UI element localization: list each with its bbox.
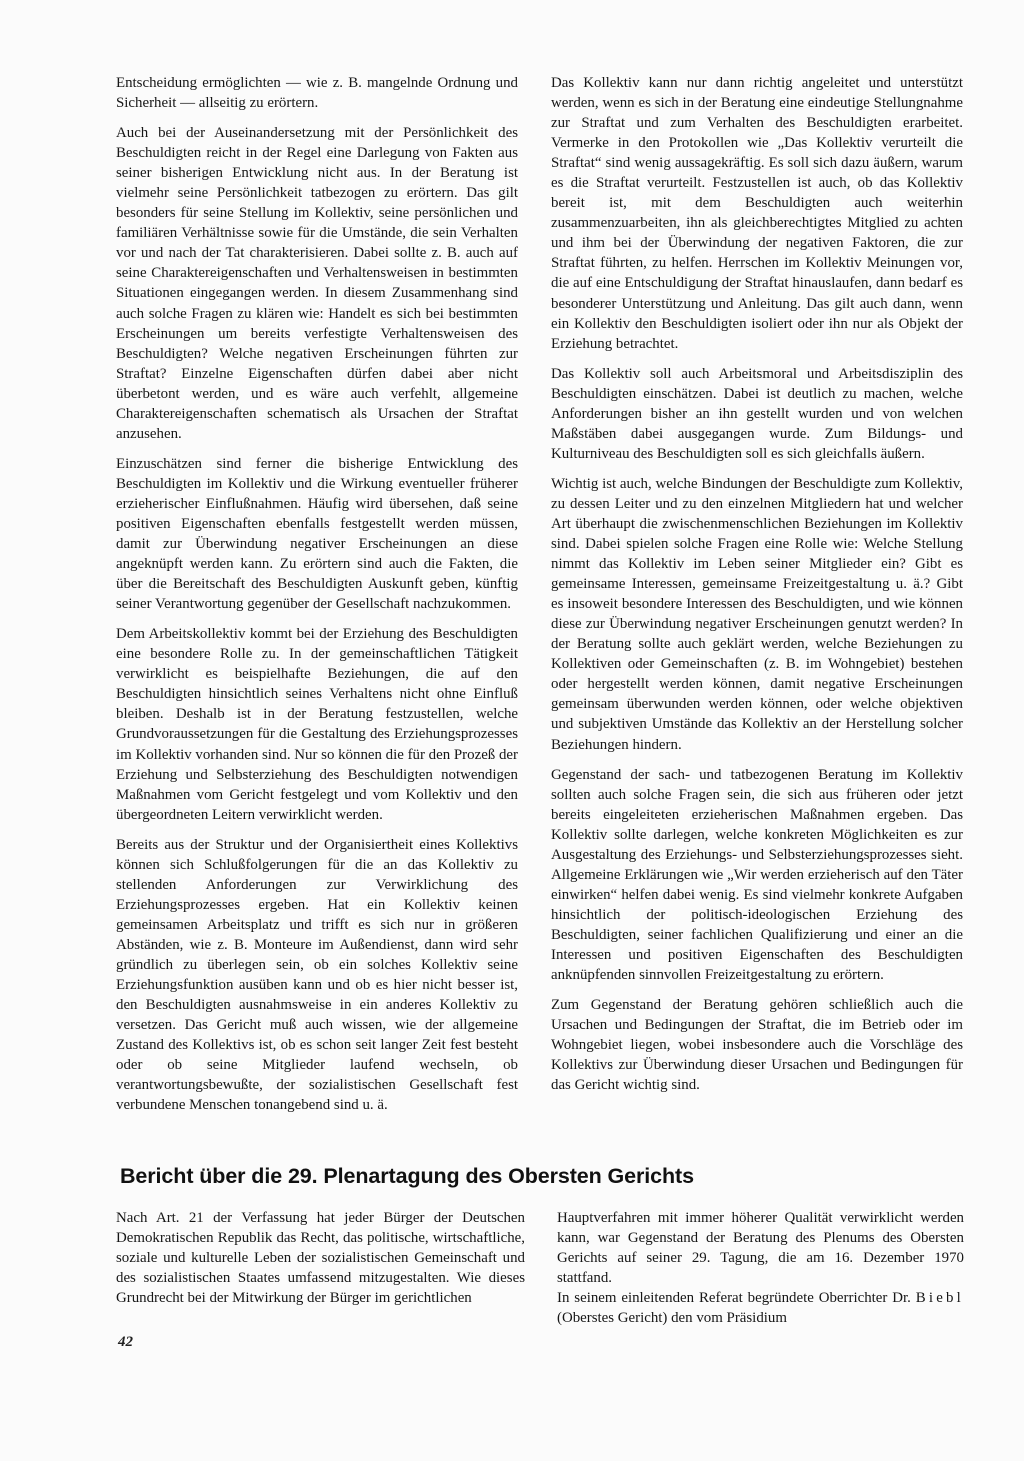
paragraph: Entscheidung ermöglichten — wie z. B. mangelnde Ordnung und Sicherheit — allseitig zu erörtern.	[116, 75, 518, 112]
paragraph: Auch bei der Auseinandersetzung mit der Persönlichkeit des Beschuldigten reicht in der Regel eine Darlegung von Fakten aus seiner bisherigen Entwicklung nicht aus. In der Beratung ist vielmehr seine Persönlichkeit tatbezogen zu erörtern. Das gilt besonders für seine Stellung im Kollektiv, seine persönlichen und familiären Verhältnisse sowie für die Umstände, die sein Verhalten vor und nach der Tat charakterisieren. Dabei sollte z. B. auch auf seine Charaktereigenschaften und Verhaltensweisen in bestimmten Situationen eingegangen werden. In diesem Zusammenhang sind auch solche Fragen zu klären wie: Handelt es sich bei bestimmten Erscheinungen um bereits verfestigte Verhaltensweisen des Beschuldigten? Welche negativen Erscheinungen führten zur Straftat? Einzelne Eigenschaften dürfen dabei aber nicht überbetont werden, und es wäre auch verfehlt, allgemeine Charaktereigenschaften schematisch als Ursachen der Straftat anzusehen.	[116, 125, 518, 442]
person-name: Biebl	[915, 1290, 964, 1307]
paragraph: Zum Gegenstand der Beratung gehören schließlich auch die Ursachen und Bedingungen der Straftat, die im Betrieb oder im Wohngebiet liegen, wobei insbesondere auch die Vorschläge des Kollektivs zur Überwindung dieser Ursachen und Bedingungen für das Gericht wichtig sind.	[551, 997, 963, 1094]
paragraph	[557, 1288, 964, 1328]
paragraph-text: (Oberstes Gericht) den vom Präsidium	[557, 1310, 787, 1327]
paragraph: Das Kollektiv soll auch Arbeitsmoral und Arbeitsdisziplin des Beschuldigten einschätzen. Dabei ist deutlich zu machen, welche Anforderungen bisher an ihn gestellt wurden und von welchen Maßstäben dabei ausgegangen wurde. Zum Bildungs- und Kulturniveau des Beschuldigten soll es sich gleichfalls äußern.	[551, 365, 963, 462]
paragraph: Gegenstand der sach- und tatbezogenen Beratung im Kollektiv sollten auch solche Fragen sein, die sich aus früheren oder jetzt bereits eingeleiteten erzieherischen Maßnahmen ergeben. Das Kollektiv sollte darlegen, welche konkreten Möglichkeiten es zur Ausgestaltung des Erziehungs- und Selbsterziehungsprozesses sieht. Allgemeine Erklärungen wie „Wir werden erzieherisch auf den Täter einwirken“ helfen dabei wenig. Es sind vielmehr konkrete Aufgaben hinsichtlich der politisch-ideologischen Erziehung des Beschuldigten, seiner fachlichen Qualifizierung und einer an die Interessen und positiven Eigenschaften des Beschuldigten anknüpfenden sinnvollen Freizeitgestaltung zu erörtern.	[551, 766, 963, 984]
article-left-column	[116, 73, 518, 1125]
paragraph: Nach Art. 21 der Verfassung hat jeder Bürger der Deutschen Demokratischen Republik das Recht, das politische, wirtschaftliche, soziale und kulturelle Leben der sozialistischen Gemeinschaft und des sozialistischen Staates umfassend mitzugestalten. Wie dieses Grundrecht bei der Mitwirkung der Bürger im gerichtlichen	[116, 1210, 525, 1307]
paragraph: Bereits aus der Struktur und der Organisiertheit eines Kollektivs können sich Schlußfolgerungen für die an das Kollektiv zu stellenden Anforderungen zur Verwirklichung des Erziehungsprozesses ergeben. Hat ein Kollektiv keinen gemeinsamen Arbeitsplatz und trifft es sich nur in größeren Abständen, wie z. B. Monteure im Außendienst, dann wird sehr gründlich zu überlegen sein, ob ein solches Kollektiv seine Erziehungsfunktion ausüben kann und ob es hier nicht besser ist, den Beschuldigten ausnahmsweise in ein anderes Kollektiv zu versetzen. Das Gericht muß auch wissen, wie der allgemeine Zustand des Kollektivs ist, ob es schon seit langer Zeit fest besteht oder ob seine Mitglieder laufend wechseln, ob verantwortungsbewußte, der sozialistischen Gesellschaft fest verbundene Menschen tonangebend sind u. ä.	[116, 836, 518, 1114]
article-right-column	[551, 73, 963, 1105]
paragraph: Wichtig ist auch, welche Bindungen der Beschuldigte zum Kollektiv, zu dessen Leiter und zu den einzelnen Mitgliedern hat und welcher Art überhaupt die zwischenmenschlichen Beziehungen im Kollektiv sind. Dabei spielen solche Fragen eine Rolle wie: Welche Stellung nimmt das Kollektiv im Leben seiner Mitglieder ein? Gibt es gemeinsame Interessen, gemeinsame Freizeitgestaltung u. ä.? Gibt es insoweit besondere Interessen des Beschuldigten, und wie können diese zur Überwindung negativer Erscheinungen genutzt werden? In der Beratung sollte auch geklärt werden, welche Beziehungen zu Kollektiven oder Gemeinschaften (z. B. im Wohngebiet) bestehen oder hergestellt werden können, damit negative Erscheinungen gemeinsam überwunden werden können, oder welche objektiven und subjektiven Umstände das Kollektiv an der Herstellung solcher Beziehungen hindern.	[551, 475, 963, 753]
report-right-column	[557, 1208, 964, 1328]
report-left-column	[116, 1208, 525, 1308]
report-headline: Bericht über die 29. Plenartagung des Obersten Gerichts	[120, 1164, 694, 1188]
paragraph: Das Kollektiv kann nur dann richtig angeleitet und unterstützt werden, wenn es sich in der Beratung eine eindeutige Stellungnahme zur Straftat und zum Verhalten des Beschuldigten erarbeitet. Vermerke in den Protokollen wie „Das Kollektiv verurteilt die Straftat“ sind wenig aussagekräftig. Es soll sich dazu äußern, warum es die Straftat verurteilt. Festzustellen ist auch, ob das Kollektiv bereit ist, mit dem Beschuldigten auch weiterhin zusammenzuarbeiten, ihn als gleichberechtigtes Mitglied zu achten und ihm bei der Überwindung der negativen Faktoren, die zur Straftat führten, zu helfen. Herrschen im Kollektiv Meinungen vor, die auf eine Entschuldigung der Straftat hinauslaufen, dann bedarf es besonderer Unterstützung und Anleitung. Das gilt auch dann, wenn ein Kollektiv den Beschuldigten isoliert oder ihn nur als Objekt der Erziehung betrachtet.	[551, 75, 963, 352]
page-number: 42	[118, 1334, 133, 1350]
paragraph-text: In seinem einleitenden Referat begründete Oberrichter Dr.	[557, 1290, 911, 1307]
paragraph: Hauptverfahren mit immer höherer Qualität verwirklicht werden kann, war Gegenstand der Beratung des Plenums des Obersten Gerichts auf seiner 29. Tagung, die am 16. Dezember 1970 stattfand.	[557, 1210, 964, 1287]
paragraph: Einzuschätzen sind ferner die bisherige Entwicklung des Beschuldigten im Kollektiv und die Wirkung eventueller früherer erzieherischer Einflußnahmen. Häufig wird übersehen, daß seine positiven Eigenschaften ebenfalls festgestellt werden müssen, damit zur Überwindung negativer Erscheinungen an diese angeknüpft werden kann. Zu erörtern sind auch die Fakten, die über die Bereitschaft des Beschuldigten Auskunft geben, künftig seiner Verantwortung gegenüber der Gesellschaft nachzukommen.	[116, 455, 518, 613]
paragraph: Dem Arbeitskollektiv kommt bei der Erziehung des Beschuldigten eine besondere Rolle zu. In der gemeinschaftlichen Tätigkeit verwirklicht es beispielhafte Beziehungen, die auf den Beschuldigten hinsichtlich seines Verhaltens nicht ohne Einfluß bleiben. Deshalb ist in der Beratung festzustellen, welche Grundvoraussetzungen für die Gestaltung des Erziehungsprozesses im Kollektiv vorhanden sind. Nur so können die für den Prozeß der Erziehung und Selbsterziehung des Beschuldigten notwendigen Maßnahmen vom Gericht festgelegt und vom Kollektiv und den übergeordneten Leitern verwirklicht werden.	[116, 626, 518, 823]
